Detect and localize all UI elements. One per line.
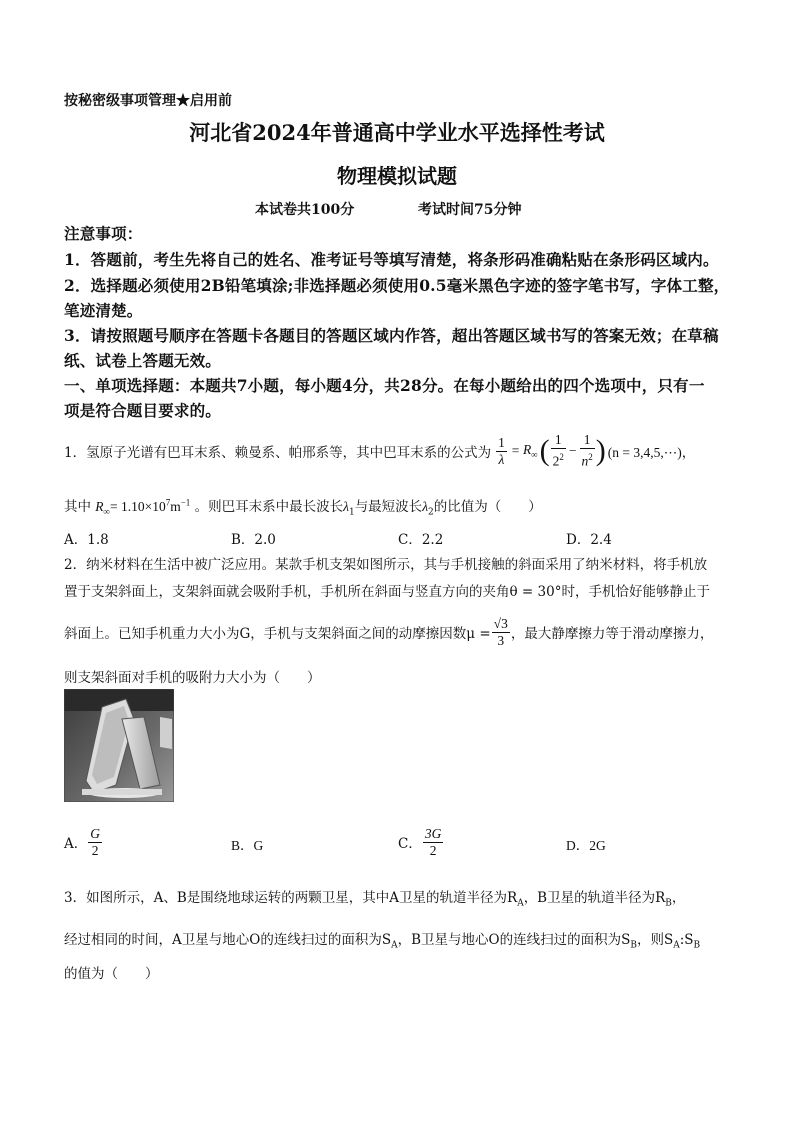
section-heading-line2: 项是符合题目要求的。 (64, 401, 222, 420)
note-2-line1: 2．选择题必须使用2B铅笔填涂;非选择题必须使用0.5毫米黑色字迹的签字笔书写，字体工整， (64, 276, 730, 295)
q2-text-a: 斜面上。已知手机重力大小为G，手机与支架斜面之间的动摩擦因数μ = (64, 626, 491, 642)
notes-heading: 注意事项： (64, 224, 143, 243)
q2-option-c[interactable]: C． $\frac{3G}{2}$ (398, 825, 442, 858)
q1-option-b[interactable]: B．2.0 (231, 532, 276, 548)
q1-text: 1．氢原子光谱有巴耳末系、赖曼系、帕邢系等，其中巴耳末系的公式为 (64, 445, 492, 461)
q2-option-a[interactable]: A． $\frac{G}{2}$ (64, 825, 100, 858)
q1-stem-line1 (64, 431, 695, 471)
q2-option-d[interactable]: D．2G (566, 838, 606, 853)
exam-subtitle: 物理模拟试题 (337, 164, 457, 188)
q1-text-b: 其中 (64, 499, 91, 515)
q2-stem-line4: 则支架斜面对手机的吸附力大小为（ ） (64, 670, 321, 686)
confidential-notice: 按秘密级事项管理★启用前 (64, 93, 232, 109)
q1-text-d: 与最短波长 (354, 499, 423, 515)
q1-formula: $\frac{1}{\lambda}$ = $R_\infty$ ( $\frac{1}{2^2}$ − $\frac{1}{n^2}$ ) (n = 3,4,5,⋯)， (498, 432, 696, 469)
exam-title: 河北省2024年普通高中学业水平选择性考试 (189, 120, 605, 145)
note-3-line1: 3．请按照题号顺序在答题卡各题目的答题区域内作答，超出答题区域书写的答案无效；在草稿 (64, 326, 719, 345)
q3-stem-line1: 3．如图所示，A、B是围绕地球运转的两颗卫星，其中A卫星的轨道半径为$R_A$，B卫星的轨道半径为$R_B$， (64, 890, 686, 909)
q1-rinf: $R_\infty= 1.10\times 10^7m^{-1}$ (95, 497, 191, 517)
note-3-line2: 纸、试卷上答题无效。 (64, 351, 222, 370)
q1-formula-range: (n = 3,4,5,⋯)， (607, 445, 696, 460)
phone-holder-photo (64, 689, 174, 802)
q1-text-e: 的比值为（ ） (433, 499, 542, 515)
exam-score-info: 本试卷共100分 (255, 202, 355, 218)
q1-option-c[interactable]: C．2.2 (398, 532, 444, 548)
section-heading-line1: 一、单项选择题：本题共7小题，每小题4分，共28分。在每小题给出的四个选项中，只有一 (64, 376, 705, 395)
note-2-line2: 笔迹清楚。 (64, 301, 143, 320)
q3-stem-line2: 经过相同的时间，A卫星与地心O的连线扫过的面积为$S_A$，B卫星与地心O的连线扫过的面积为$S_B$，则$S_A:S_B$ (64, 932, 701, 951)
q2-option-b[interactable]: B．G (231, 838, 264, 853)
q1-text-c: 。则巴耳末系中最长波长 (194, 499, 344, 515)
exam-time-info: 考试时间75分钟 (418, 202, 522, 218)
q2-mu-fraction: $\frac{√3}{3}$ (493, 615, 508, 648)
q2-text-b: ，最大静摩擦力等于滑动摩擦力， (510, 626, 714, 642)
q2-stem-line1: 2．纳米材料在生活中被广泛应用。某款手机支架如图所示，其与手机接触的斜面采用了纳米材料，将手机放 (64, 557, 708, 573)
q1-option-a[interactable]: A．1.8 (64, 532, 109, 548)
q3-stem-line3: 的值为（ ） (64, 966, 159, 982)
q1-option-d[interactable]: D．2.4 (566, 532, 612, 548)
note-1: 1．答题前，考生先将自己的姓名、准考证号等填写清楚，将条形码准确粘贴在条形码区域内。 (64, 250, 719, 269)
q1-stem-line2: 其中 $R_\infty= 1.10\times 10^7m^{-1}$ 。则巴耳末系中最长波长$\lambda_1$与最短波长$\lambda_2$的比值为（ ） (64, 497, 542, 518)
q2-stem-line2: 置于支架斜面上，支架斜面就会吸附手机，手机所在斜面与竖直方向的夹角θ = 30°时，手机恰好能够静止于 (64, 584, 710, 600)
q2-stem-line3 (64, 612, 713, 652)
